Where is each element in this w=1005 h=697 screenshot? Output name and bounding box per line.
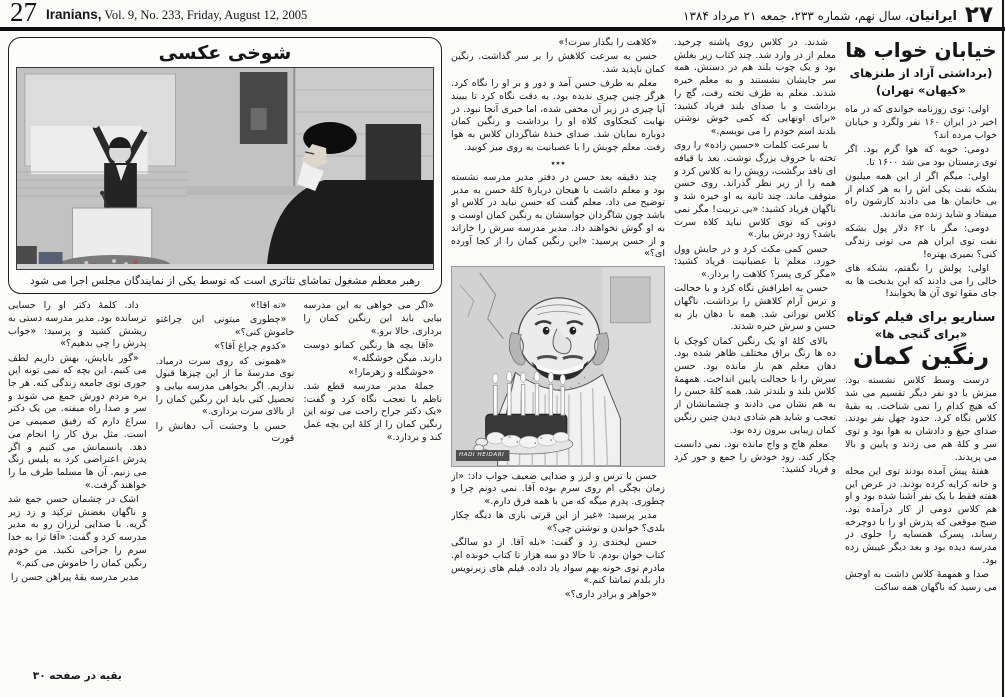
paragraph: معلم به طرف حسن آمد و دور و بر او را نگاه کرد. هرگز چنین چیزی ندیده بود. به دقت نگاه کرد تا ببیند آیا چیزی در زیر آن مخفی شده، اما خبری آنجا نبود. در نهایت کنجکاوی کلاه او را برداشت و رنگین کمان دوباره نمایان شد. صدای خندهٔ شاگردان کلاس به هوا رفت. معلم چوبش را با عصبانیت به روی میز کوبید. xyxy=(451,78,665,153)
paragraph: بالای کلهٔ او یک رنگین کمان کوچک با ده ها رنگ براق مختلف ظاهر شده بود. دهان معلم هم باز مانده بود. حسن سرش را با خجالت پایین انداخت. همهمهٔ کلاس بلند و بلندتر شد. همه کلهٔ حسن را به هم نشان می دادند و چشمانشان از تعجب و شاید هم شادی دیدن چنین رنگین کمان زیبایی بیرون زده بود. xyxy=(674,335,836,436)
paragraph: حسن به اطرافش نگاه کرد و با خجالت و ترس آرام کلاهش را برداشت. ناگهان کلاس نورانی شد. همه با دهان باز به حسن و سرش خیره شدند. xyxy=(674,283,836,333)
rainbow-column3-top xyxy=(451,37,665,156)
below-photo-column-middle xyxy=(156,300,295,686)
paragraph: اولی: توی روزنامه خواندی که در ماه اخیر در ایران ۱۶۰ نفر ولگرد و خیابان خواب مرده اند؟ xyxy=(845,104,997,141)
paragraph: صدا و همهمهٔ کلاس داشت به اوجش می رسید که ناگهان همه ساکت xyxy=(845,569,997,593)
paragraph: «اگر می خواهی به این مدرسه بیایی باید این رنگین کمان را برداری. حالا برو.» xyxy=(303,300,442,337)
paragraph: حسن با وحشت آب دهانش را قورت xyxy=(155,420,295,445)
paragraph: شدند. در کلاس روی پاشنه چرخید. معلم از در وارد شد. چند کتاب زیر بغلش بود و یک چوب بلند هم در دستش. همه سر جایشان نشستند و به معلم خیره شدند. معلم به طرف تخته رفت، گچ را برداشت و با صدای بلند فریاد کشید: «برای اونهایی که کمی خوش نوشتن بلدند اسم خودم را می نویسم.» xyxy=(674,37,836,138)
paragraph: حسن لبخندی زد و گفت: «بله آقا. از دو سالگی کتاب خوان بودم. تا حالا دو سه هزار تا کتاب خونده ام. مادرم توی خونه بهم سواد یاد داده. فیلم های زیرنویس دار بلدم تماشا کنم.» xyxy=(451,537,665,587)
photo-joke-box xyxy=(8,37,442,294)
rainbow-kicker: سناریو برای فیلم کوتاه xyxy=(846,310,996,326)
paragraph: مدیر مدرسه یقهٔ پیراهن حسن را xyxy=(10,571,139,583)
cartoon-signature: HADI HEIDARI xyxy=(459,452,505,458)
paragraph: «چطوری میتونی این چراغتو خاموش کنی؟» xyxy=(155,314,295,339)
issue-rest-latin: Vol. 9, No. 233, Friday, August 12, 2005 xyxy=(101,8,308,22)
issue-rest-farsi: ، سال نهم، شماره ۲۳۳، جمعه ۲۱ مرداد ۱۳۸۴ xyxy=(683,9,909,23)
photo-joke-title: شوخی عکسی xyxy=(158,42,292,64)
rainbow-column3-mid xyxy=(451,172,665,263)
paragraph: «کلاهت را بگذار سرت!» xyxy=(558,37,657,48)
issue-line-farsi xyxy=(683,9,957,26)
paragraph: «کدوم چراغ آقا؟» xyxy=(214,341,287,353)
paragraph: با سرعت کلمات «حسین زاده» را روی تخته با حروف بزرگ نوشت. بعد با قیافه ای نافذ برگشت، رویش را به کلاس کرد و همه را از زیر نظر گذراند. روی حسن متوقف ماند. چند ثانیه به او خیره شد و ناگهان فریاد کشید: «بی تربیت! مگر نمی دونی که توی کلاس نباید کلاه سرت باشد؟ زود درش بیار.» xyxy=(674,140,836,241)
paragraph: درست وسط کلاس نشسته بود. میزش با دو نفر دیگر تقسیم می شد که هیچ کدام را نمی شناخت. به بقیهٔ کلاس نگاه کرد. حدود چهل نفر بودند. صدای جیغ و دادشان به هوا بود و توی سر و کلهٔ هم می زدند و پایین و بالا می پریدند. xyxy=(845,375,997,463)
paragraph: چند دقیقه بعد حسن در دفتر مدیر مدرسه نشسته بود و معلم داشت با هیجان دربارهٔ کلهٔ حسن به مدیر توضیح می داد. معلم گفت که حسن نباید در کلاس او باشد چون شاگردان حواسشان به رنگین کمان اوست و به او گوش نخواهند داد. مدیر مدرسه سرش را خاراند و از حسن پرسید: «این رنگین کمان را از کجا آورده ای؟» xyxy=(451,171,665,260)
section-separator: ٭٭٭ xyxy=(550,158,566,169)
paragraph: اشک در چشمان حسن جمع شد و ناگهان بغضش ترکید و زد زیر گریه. با صدایی لرزان رو به مدیر مدرسه کرد و گفت: «آقا ترا به خدا سرم را جراحی نکنید. من خودم رنگین کمان را خاموش می کنم.» xyxy=(8,493,147,569)
paragraph: دومی: خوبه که هوا گرم بود. اگر توی زمستان بود می شد ۱۶۰۰ تا. xyxy=(845,144,997,168)
paragraph: اولی: میگم اگر از این همه میلیون بشکه نفت یکی اش را به هر کدام از بی خانمان ها می دادند کارشون راه میفتاد و شاید زنده می ماندند. xyxy=(845,170,997,221)
below-photo-column-right xyxy=(303,300,442,686)
paragraph: هفتهٔ پیش آمده بودند توی این محله و خانه کرایه کرده بودند. در عرض این هفته فقط با یک نفر آشنا شده بود و او هم کلاس دومی از کار درآمده بود. صبح موقعی که پدرش او را با دوچرخه رساند، پسرک همسایه را جلوی در مدرسه دیده بود و بعد دیگر غیبش زده بود. xyxy=(845,465,997,566)
page-content xyxy=(0,31,1005,686)
street-sleepers-subtitle: (برداشتی آزاد از طنزهای «کیهان» تهران) xyxy=(849,66,993,97)
page-edge-rule xyxy=(1002,0,1004,697)
below-photo-column-left xyxy=(8,300,147,686)
paragraph: حسن به سرعت کلاهش را بر سر گذاشت. رنگین کمان ناپدید شد. xyxy=(451,51,665,75)
page-number-farsi: ۲۷ xyxy=(964,2,993,29)
photo-caption: رهبر معظم مشغول تماشای تئاتری است که توسط یکی از نمایندگان مجلس اجرا می شود xyxy=(30,275,420,287)
page-header xyxy=(0,0,1005,31)
paragraph: معلم هاج و واج مانده بود. نمی دانست چکار کند. زود خودش را جمع و جور کرد و فریاد کشید: xyxy=(674,438,836,476)
below-photo-middle-body xyxy=(156,300,295,686)
column-rainbow-continuation xyxy=(674,37,836,686)
cartoon-illustration xyxy=(451,266,665,467)
rainbow-title: رنگین کمان xyxy=(852,342,990,371)
paragraph: «گور بابایش، بهش داریم لطف می کنیم. این بچه که نمی تونه این جوری توی جامعه زندگی کنه. هر جا بره مردم دورش جمع می شوند و سر و صدا راه میفته. من یک دکتر سراغ دارم که رفیق صمیمی من است. مثل برق کار را انجام می دهد. پانسمانش می کنیم و اگر پدرش اعتراضی کرد به پلیس زنگ می زنیم. آن ها مسلما طرف ما را خواهند گرفت.» xyxy=(8,352,147,491)
street-sleepers-body xyxy=(845,104,997,301)
continued-on-page-note: بقیه در صفحه ۳۰ xyxy=(32,670,122,682)
column-left-band xyxy=(8,37,442,686)
below-photo-right-body xyxy=(303,300,442,686)
header-right xyxy=(683,2,993,29)
street-sleepers-title: خیابان خواب ها xyxy=(845,38,997,62)
brand-farsi: ایرانیان xyxy=(908,9,957,24)
photo-frame xyxy=(16,67,434,270)
column-right-articles xyxy=(845,37,997,686)
issue-line-latin xyxy=(46,7,307,26)
paragraph: حسن با ترس و لرز و صدایی ضعیف جواب داد: «از زمان بچگی ام روی سرم بوده آقا. نمی دونم چرا و چطوری. پدرم میگه که من با همه فرق دارم.» xyxy=(451,470,665,507)
paragraph: «خواهر و برادر داری؟» xyxy=(564,589,657,601)
cartoon-man-with-cake-drawing xyxy=(452,267,664,466)
brand-latin: Iranians, xyxy=(46,7,102,22)
header-left xyxy=(10,0,307,26)
rainbow-intro xyxy=(845,375,997,594)
paragraph: حسن کمی مکث کرد و در جایش وول خورد. معلم با عصبانیت فریاد کشید: «مگر کری پسر؟ کلاهت را بردار.» xyxy=(674,243,836,280)
paragraph: «خوشگله و زهرمار!» xyxy=(348,366,434,378)
page-number-latin: 27 xyxy=(10,0,37,28)
paragraph: دومی: مگر با ۶۲ دلار پول بشکه نفت توی ایران هم می تونی زندگی کنی؟ بمیری بهتره! xyxy=(845,223,997,260)
rainbow-column2-body xyxy=(674,37,836,477)
below-photo-left-body xyxy=(8,300,147,667)
paragraph: اولی: پولش را نگفتم، بشکه های خالی را می دادند که این بدبخت ها به جای مقوا توی آن ها بخوابند! xyxy=(845,262,997,300)
paragraph: مدیر پرسید: «غیر از این قرتی بازی ها دیگه چکار بلدی؟ خواندن و نوشتن چی؟» xyxy=(451,510,665,534)
paragraph: داد. کلمهٔ دکتر او را حسابی ترسانده بود. مدیر مدرسه دستی به ریشش کشید و پرسید: «جواب پدرش را چی بدهیم؟» xyxy=(8,300,147,350)
paragraph: جملهٔ مدیر مدرسه قطع شد. ناظم با تعجب نگاه کرد و گفت: «یک دکتر جراح راحت می تونه این رنگین کمان را از کلهٔ این بچه عمل کند و بردارد.» xyxy=(303,380,442,443)
paragraph: «نه آقا!» xyxy=(250,300,287,312)
below-photo-columns xyxy=(8,300,442,686)
rainbow-column3-bottom xyxy=(451,471,665,687)
paragraph: «همونی که روی سرت درمیاد. توی مدرسهٔ ما از این چیزها قبول نداریم. اگر بخواهی مدرسه بیایی و تحصیل کنی باید این رنگین کمان را از بالای سرت برداری.» xyxy=(155,355,295,418)
rainbow-kicker2: «برای گنجی ها» xyxy=(874,327,968,342)
leader-watching-speaker-photo xyxy=(17,68,433,269)
paragraph: «آقا بچه ها رنگین کمانو دوست دارند. میگن خوشگله.» xyxy=(303,339,442,364)
column-middle-with-cartoon xyxy=(451,37,665,686)
